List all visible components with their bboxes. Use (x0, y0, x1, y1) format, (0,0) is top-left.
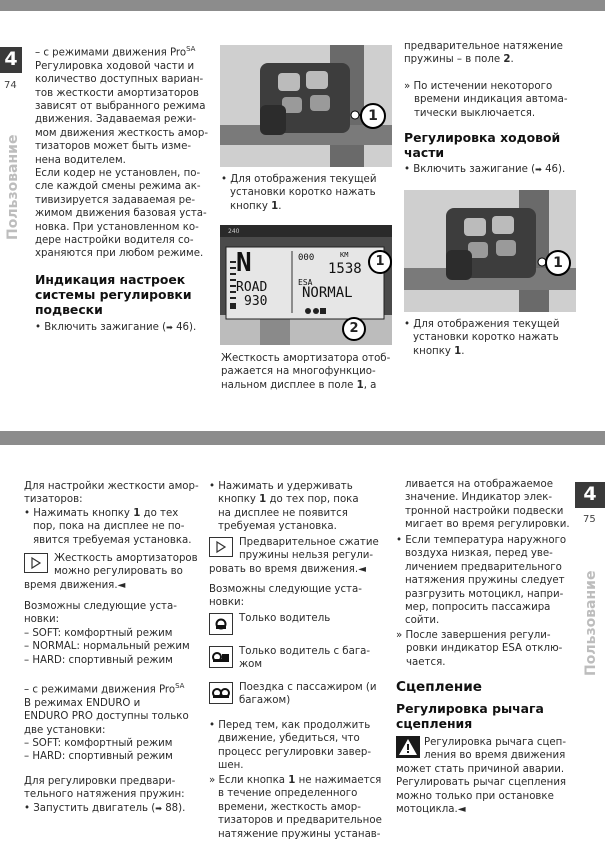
note-adjust-while-riding: Жесткость амортизаторов можно регулировать во время движения.◄ (24, 553, 198, 591)
callout-1: 1 (360, 103, 386, 129)
callout-photo2-1: 1 (545, 250, 571, 276)
callout-display-2: 2 (342, 317, 366, 341)
enduro-options: – с режимами движения Pro$^{SA}$ В режимах ENDURO и ENDURO PRO доступны только две установки: – SOFT: комфортный режим – HARD: спортивный режим (24, 682, 189, 763)
bullet-confirm-finished: • Перед тем, как продолжить движение, убедиться, что процесс регулировки завер- шен. (209, 720, 372, 772)
options-list-damping: Возможны следующие уста- новки: – SOFT: комфортный режим – NORMAL: нормальный режим – HARD: спортивный режим (24, 601, 190, 666)
section-heading-indication: Индикация настроек системы регулировки подвески (35, 272, 192, 317)
note-button-not-pressed: » Если кнопка 1 не нажимается в течение определенного времени, жесткость амор- тизаторов и предварительное натяжение пружины устанав- (209, 775, 382, 840)
heading-clutch: Сцепление (396, 679, 482, 695)
preload-intro: Для регулировки предвари- тельного натяжения пружин: • Запустить двигатель (➡ 88). (24, 776, 186, 814)
display-esa-value: NORMAL (302, 285, 353, 301)
bottom-col2-bullet: • Нажимать и удерживать кнопку 1 до тех пор, пока на дисплее не появится требуемая установка. (209, 481, 359, 533)
page-number: 74 (4, 80, 17, 91)
bullet-press-button-1: • Для отображения текущей установки коротко нажать кнопку 1. (221, 174, 377, 212)
callout-display-1: 1 (368, 250, 392, 274)
caption-display: Жесткость амортизатора отоб- ражается на многофункцио- нальном дисплее в поле 1, а (221, 353, 391, 391)
rider-luggage-icon (209, 646, 233, 668)
option-passenger: Поездка с пассажиром (и багажом) (239, 682, 377, 707)
bullet-ignition-1: • Включить зажигание (➡ 46). (35, 322, 197, 333)
note-auto-off: » По истечении некоторого времени индикация автома- тически выключается. (404, 81, 568, 119)
display-mode-top: ROAD (236, 280, 268, 295)
chapter-number-badge-2: 4 (575, 482, 605, 508)
section-heading-suspension: Регулировка ходовой части (404, 130, 561, 160)
top-header-bar (0, 0, 605, 11)
heading-clutch-lever: Регулировка рычага сцепления (396, 701, 544, 731)
option-rider-only: Только водитель (239, 613, 331, 624)
note-preload-no-riding: Предварительное сжатие пружины нельзя регули- ровать во время движения.◄ (209, 537, 379, 575)
rider-only-icon (209, 613, 233, 635)
bottom-col1-text: Для настройки жесткости амор- тизаторов: • Нажимать кнопку 1 до тех пор, пока на дисплее не по- явится требуемая установка. (24, 481, 199, 546)
bullet-ignition-2: • Включить зажигание (➡ 46). (404, 164, 566, 175)
note-esa-off: » После завершения регули- ровки индикатор ESA отклю- чается. (396, 630, 563, 668)
option-rider-luggage: Только водитель с бага- жом (239, 646, 371, 671)
bullet-low-temperature: • Если температура наружного воздуха низкая, перед уве- личением предварительного натяжения пружины следует разгрузить мотоцикл, напри- мер, попросить пассажира сойти. (396, 535, 567, 627)
passenger-icon (209, 682, 233, 704)
display-small-label: 240 (228, 228, 240, 235)
bullet-press-button-2: • Для отображения текущей установки коротко нажать кнопку 1. (404, 319, 560, 357)
page-number-2: 75 (583, 514, 596, 525)
display-gear: N (236, 248, 252, 278)
bottom-col3-cont: ливается на отображаемое значение. Индикатор элек- тронной настройки подвески мигает во время регулировки. (405, 479, 570, 531)
side-section-label: Пользование (5, 134, 21, 240)
display-trip-label: 000 (298, 253, 315, 263)
top-col3-text: предварительное натяжение пружины – в поле 2. (404, 41, 563, 66)
side-section-label-2: Пользование (583, 570, 599, 676)
page-divider-bar (0, 431, 605, 445)
display-km-label: KM (340, 251, 349, 259)
warning-clutch-text: Регулировка рычага сцеп- ления во время движения может стать причиной аварии. Регулировать рычаг сцепления можно только при остановке мотоцикла.◄ (396, 737, 567, 816)
display-esa-label: ESA (298, 278, 313, 287)
chapter-number-badge: 4 (0, 47, 22, 73)
display-mode-bottom: 930 (244, 294, 268, 309)
top-col1-text: – с режимами движения Pro$^{SA}$ Регулировка ходовой части и количество доступных вариан- тов жесткости амортизаторов зависят от выбранного режима движения. Задаваемая режи- мом движения жесткость амор- тизаторов может быть изме- нена водителем. Если кодер не установлен, по- сле каждой смены режима ак- тивизируется задаваемая ре- жимом движения базовая уста- новка. При установленном ко- дере настройки водителя со- храняются при любом режиме. (35, 45, 209, 260)
options-title-preload: Возможны следующие уста- новки: (209, 584, 362, 609)
display-odometer: 1538 (328, 261, 362, 277)
